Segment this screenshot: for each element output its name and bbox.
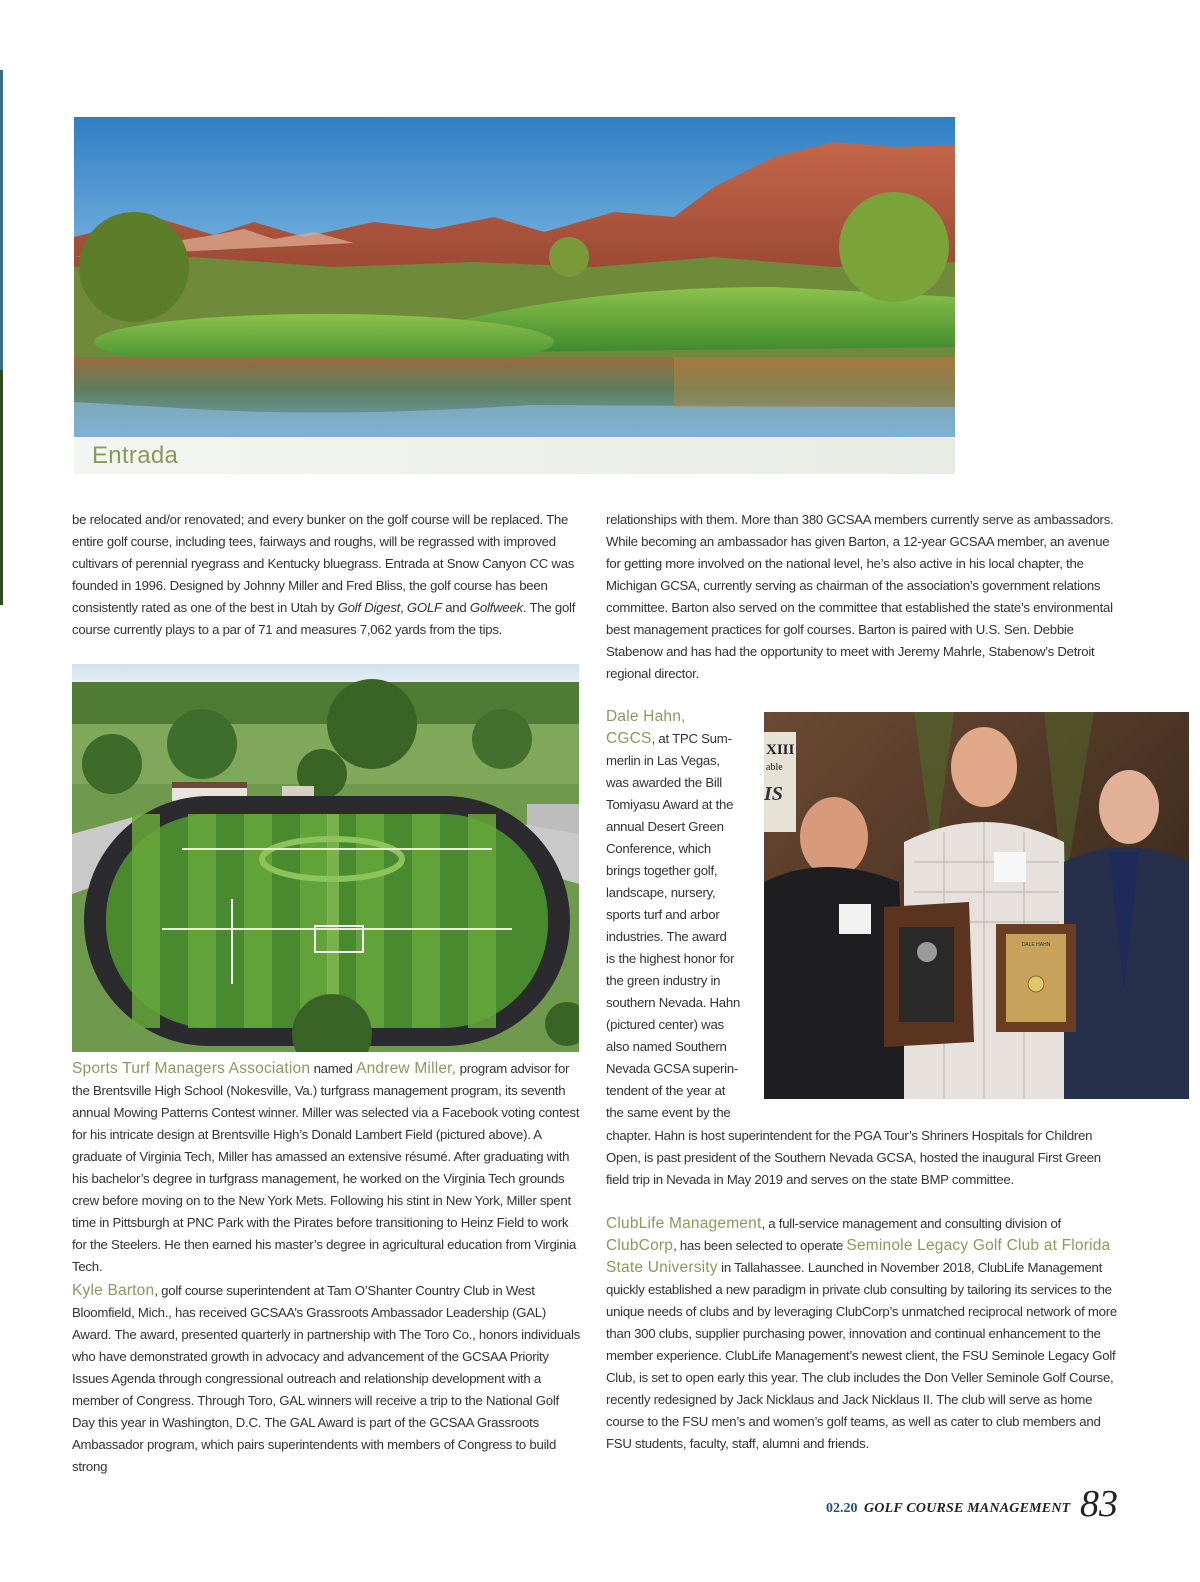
hero-caption-band — [74, 437, 955, 474]
dale-hahn-name: Dale Hahn, — [606, 708, 686, 725]
hahn-line: brings together golf, — [606, 863, 718, 878]
footer-magazine-title: GOLF COURSE MANAGEMENT — [864, 1501, 1071, 1516]
footer-issue-date: 02.20 — [826, 1501, 858, 1516]
entrada-photo — [74, 117, 955, 437]
left-paragraph-barton — [72, 1280, 584, 1478]
award-photo — [764, 712, 1189, 1099]
hahn-line: southern Nevada. Hahn — [606, 995, 741, 1010]
edge-bar-bottom — [0, 370, 3, 605]
banner-word: able — [766, 762, 783, 773]
hahn-line: , at TPC Sum- — [651, 731, 732, 746]
separator: and — [441, 600, 470, 615]
connector-text: named — [310, 1061, 357, 1076]
golf-title: GOLF — [406, 600, 442, 615]
page-number: 83 — [1080, 1483, 1118, 1525]
hahn-line: landscape, nursery, — [606, 885, 716, 900]
clubcorp-name: ClubCorp — [606, 1237, 674, 1254]
clublife-text-c: in Tallahassee. Launched in November 2018, ClubLife Management quickly established a new paradigm in private club consulting by tailoring its services to the unique needs of clubs and by leveraging ClubCorp’s unmatched reciprocal network of more than 300 clubs, supplier purchasing power, innovation and continual enhancement to the member experience. ClubLife Management’s newest client, the FSU Seminole Legacy Golf Club, is set to open early this year. The club includes the Don Veller Seminole Golf Course, recently redesigned by Jack Nicklaus and Jack Nicklaus II. The club will serve as home course to the FSU men’s and women’s golf teams, as well as cater to club members and FSU students, faculty, staff, alumni and friends. — [606, 1260, 1117, 1451]
hahn-line: also named Southern — [606, 1039, 727, 1054]
hahn-line: sports turf and arbor — [606, 907, 720, 922]
entrada-text-a: be relocated and/or renovated; and every bunker on the golf course will be replaced. The entire golf course, including tees, fairways and roughs, will be regrassed with improved cultivars of perennial ryegrass and Kentucky bluegrass. Entrada at Snow Canyon CC was founded in 1996. Designed by Johnny Miller and Fred Bliss, the golf course has been consistently rated as one of the best in Utah by — [72, 512, 575, 615]
cgcs-title: CGCS — [606, 730, 652, 747]
kyle-barton-name: Kyle Barton — [72, 1282, 155, 1299]
left-paragraph-entrada — [72, 509, 580, 641]
hahn-continued-text: chapter. Hahn is host superintendent for the PGA Tour’s Shriners Hospitals for Children Open, is past president of the Southern Nevada GCSA, hosted the inaugural First Green field trip in Nevada in May 2019 and serves on the state BMP committee. — [606, 1128, 1101, 1187]
stma-org-name: Sports Turf Managers Association — [72, 1060, 311, 1077]
banner-fragment: IS — [764, 783, 783, 805]
plaque-title: DALE HAHN — [1021, 942, 1051, 948]
hahn-line: tendent of the year at — [606, 1083, 726, 1098]
barton-continued-text: relationships with them. More than 380 GCSAA members currently serve as ambassadors. While becoming an ambassador has given Barton, a 12-year GCSAA member, an avenue for getting more involved on the national level, he’s also active in his local chapter, the Michigan GCSA, currently serving as chairman of the association’s government relations committee. Barton also served on the committee that established the state’s environmental best management practices for golf courses. Barton is paired with U.S. Sen. Debbie Stabenow and has had the opportunity to meet with Jeremy Mahrle, Stabenow’s Detroit regional director. — [606, 512, 1114, 681]
edge-bar-top — [0, 70, 3, 370]
hahn-line: Tomiyasu Award at the — [606, 797, 734, 812]
hahn-line: Nevada GCSA superin- — [606, 1061, 739, 1076]
hahn-line: annual Desert Green — [606, 819, 724, 834]
left-paragraph-stma — [72, 1058, 584, 1278]
right-paragraph-clublife — [606, 1213, 1126, 1455]
seminole-club-name: Seminole Legacy Golf Club at Florida State University — [606, 1237, 1111, 1276]
clublife-org-name: ClubLife Management — [606, 1215, 762, 1232]
stma-text: program advisor for the Brentsville High School (Nokesville, Va.) turfgrass management program, its seventh annual Mowing Patterns Contest winner. Miller was selected via a Facebook voting contest for his intricate design at Brentsville High’s Donald Lambert Field (pictured above). A graduate of Virginia Tech, Miller has amassed an extensive résumé. After graduating with his bachelor’s degree in turfgrass management, he worked on the Virginia Tech grounds crew before moving on to the New York Mets. Following his stint in New York, Miller spent time in Pittsburgh at PNC Park with the Pirates before transitioning to Heinz Field to work for the Steelers. He then earned his master’s degree in agricultural education from Virginia Tech. — [72, 1061, 580, 1274]
banner-numeral: XIII — [766, 742, 795, 758]
hahn-line: merlin in Las Vegas, — [606, 753, 720, 768]
hahn-line: the green industry in — [606, 973, 721, 988]
hahn-line: Conference, which — [606, 841, 711, 856]
barton-text: , golf course superintendent at Tam O’Shanter Country Club in West Bloomfield, Mich., has received GCSAA’s Grassroots Ambassador Leadership (GAL) Award. The award, presented quarterly in partnership with The Toro Co., honors individuals who have demonstrated growth in advocacy and advancement of the GCSAA Priority Issues Agenda through congressional outreach and relationship development with a member of Congress. Through Toro, GAL winners will receive a trip to the National Golf Day this year in Washington, D.C. The GAL Award is part of the GCSAA Grassroots Ambassador program, which pairs superintendents with members of Congress to build strong — [72, 1283, 580, 1474]
hahn-line: is the highest honor for — [606, 951, 735, 966]
right-paragraph-barton-continued — [606, 509, 1122, 685]
golfweek-title: Golfweek — [469, 600, 523, 615]
entrada-text-b: . The golf course currently plays to a par of 71 and measures 7,062 yards from the tips. — [72, 600, 576, 637]
right-paragraph-hahn-continued — [606, 1125, 1126, 1191]
hahn-line: industries. The award — [606, 929, 727, 944]
stadium-aerial-photo — [72, 664, 579, 1052]
hero-caption: Entrada — [92, 442, 179, 469]
hahn-line: was awarded the Bill — [606, 775, 722, 790]
right-paragraph-hahn — [606, 706, 756, 1124]
hahn-line: the same event by the — [606, 1105, 731, 1120]
golf-digest-title: Golf Digest — [337, 600, 401, 615]
hahn-line: (pictured center) was — [606, 1017, 724, 1032]
andrew-miller-name: Andrew Miller, — [356, 1060, 457, 1077]
clublife-text-a: , a full-service management and consulting division of — [761, 1216, 1061, 1231]
separator: , — [400, 600, 407, 615]
clublife-text-b: , has been selected to operate — [673, 1238, 847, 1253]
